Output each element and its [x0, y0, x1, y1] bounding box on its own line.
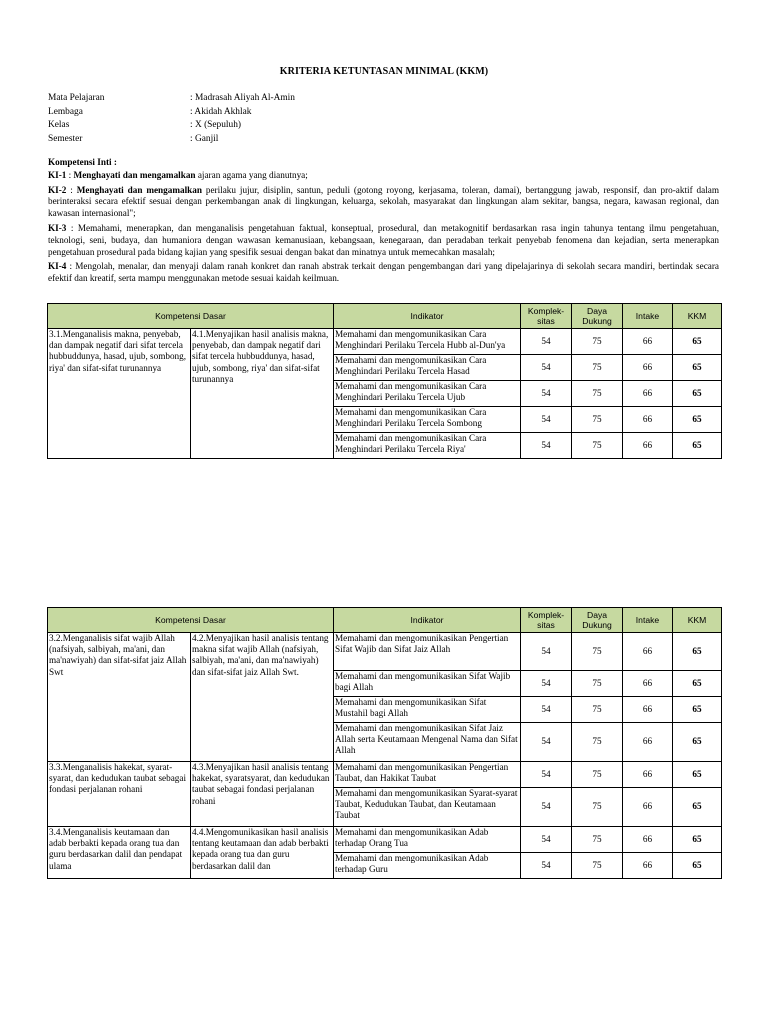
kkm-cell: 65: [673, 407, 722, 433]
indikator-cell: Memahami dan mengomunikasikan Cara Menghindari Perilaku Tercela Riya': [334, 433, 521, 459]
ki-code: KI-1: [48, 169, 67, 180]
ki-code: KI-4: [48, 261, 67, 272]
ki-text: Memahami, menerapkan, dan menganalisis pengetahuan faktual, konseptual, prosedural, dan metakognitif berdasarkan rasa ingin tahunya tentang ilmu pengetahuan, teknologi, seni, budaya, dan humaniora dengan wawasan kemanusiaan, kebangsaan, kenegaraan, dan peradaban terkait penyebab fenomena dan kejadian, serta menerapkan pengetahuan prosedural pada bidang kajian yang spesifik sesuai dengan bakat dan minatnya untuk memecahkan masalah;: [48, 222, 720, 257]
kd-knowledge-cell: 3.1.Menganalisis makna, penyebab, dan dampak negatif dari sifat tercela hubbuddunya, hasad, ujub, sombong, riya' dan sifat-sifat turunannya: [48, 329, 191, 459]
indikator-cell: Memahami dan mengomunikasikan Sifat Jaiz Allah serta Keutamaan Mengenal Nama dan Sifat Allah: [334, 723, 521, 762]
intake-cell: 66: [623, 433, 673, 459]
kkm-cell: 65: [673, 633, 722, 671]
indikator-cell: Memahami dan mengomunikasikan Cara Menghindari Perilaku Tercela Sombong: [334, 407, 521, 433]
ki-sep: :: [66, 169, 74, 180]
indikator-cell: Memahami dan mengomunikasikan Cara Menghindari Perilaku Tercela Hasad: [334, 355, 521, 381]
table-row: [48, 827, 722, 853]
kompleksitas-cell: 54: [521, 827, 572, 853]
kd-skill-cell: 4.1.Menyajikan hasil analisis makna, penyebab, dan dampak negatif dari sifat tercela hubbuddunya, hasad, ujub, sombong, riya' dan sifat-sifat turunannya: [191, 329, 334, 459]
table-row: [48, 329, 722, 355]
intake-cell: 66: [623, 355, 673, 381]
meta-value: : Akidah Akhlak: [190, 106, 252, 117]
header-kompetensi-dasar: Kompetensi Dasar: [48, 304, 334, 329]
table-header-row: [48, 608, 722, 633]
indikator-cell: Memahami dan mengomunikasikan Pengertian Sifat Wajib dan Sifat Jaiz Allah: [334, 633, 521, 671]
ki-text: Mengolah, menalar, dan menyaji dalam ranah konkret dan ranah abstrak terkait dengan pengembangan dari yang dipelajarinya di sekolah secara mandiri, bertindak secara efektif dan kreatif, serta mampu menggunakan metode sesuai kaidah keilmuan.: [48, 261, 719, 284]
ki-bold: Menghayati dan mengamalkan: [73, 169, 196, 180]
table-row: [48, 633, 722, 671]
document-meta: [48, 92, 295, 146]
kompleksitas-cell: 54: [521, 762, 572, 788]
intake-cell: 66: [623, 407, 673, 433]
indikator-cell: Memahami dan mengomunikasikan Syarat-syarat Taubat, Kedudukan Taubat, dan Keutamaan Taubat: [334, 788, 521, 827]
kd-knowledge-cell: 3.4.Menganalisis keutamaan dan adab berbakti kepada orang tua dan guru berdasarkan dalil dan pendapat ulama: [48, 827, 191, 879]
indikator-cell: Memahami dan mengomunikasikan Sifat Wajib bagi Allah: [334, 671, 521, 697]
kkm-cell: 65: [673, 723, 722, 762]
table-header-row: [48, 304, 722, 329]
header-kompetensi-dasar: Kompetensi Dasar: [48, 608, 334, 633]
kompleksitas-cell: 54: [521, 788, 572, 827]
meta-label: Mata Pelajaran: [48, 93, 105, 103]
meta-label: Semester: [48, 133, 83, 144]
ki-heading: Kompetensi Inti :: [48, 157, 117, 167]
kkm-table-2: [47, 607, 722, 879]
intake-cell: 66: [623, 381, 673, 407]
indikator-cell: Memahami dan mengomunikasikan Cara Menghindari Perilaku Tercela Ujub: [334, 381, 521, 407]
header-kkm: KKM: [673, 608, 722, 633]
kompleksitas-cell: 54: [521, 697, 572, 723]
table-row: [48, 762, 722, 788]
header-intake: Intake: [623, 608, 673, 633]
kompleksitas-cell: 54: [521, 633, 572, 671]
meta-row-class: [48, 119, 295, 133]
kompleksitas-cell: 54: [521, 407, 572, 433]
meta-row-semester: [48, 133, 295, 147]
intake-cell: 66: [623, 788, 673, 827]
daya-dukung-cell: 75: [572, 762, 623, 788]
document-title: KRITERIA KETUNTASAN MINIMAL (KKM): [279, 66, 489, 77]
ki-sep: :: [66, 222, 78, 233]
kd-knowledge-cell: 3.2.Menganalisis sifat wajib Allah (nafsiyah, salbiyah, ma'ani, dan ma'nawiyah) dan sifat-sifat jaiz Allah Swt: [48, 633, 191, 762]
ki-1: [48, 170, 719, 182]
kd-knowledge-cell: 3.3.Menganalisis hakekat, syarat-syarat, dan kedudukan taubat sebagai fondasi perjalanan rohani: [48, 762, 191, 827]
kkm-cell: 65: [673, 671, 722, 697]
indikator-cell: Memahami dan mengomunikasikan Sifat Mustahil bagi Allah: [334, 697, 521, 723]
ki-code: KI-3: [48, 222, 67, 233]
intake-cell: 66: [623, 827, 673, 853]
indikator-cell: Memahami dan mengomunikasikan Adab terhadap Orang Tua: [334, 827, 521, 853]
ki-2: [48, 185, 719, 220]
meta-value: : X (Sepuluh): [190, 120, 242, 130]
daya-dukung-cell: 75: [572, 407, 623, 433]
kd-skill-cell: 4.3.Menyajikan hasil analisis tentang hakekat, syaratsyarat, dan kedudukan taubat sebagai fondasi perjalanan rohani: [191, 762, 334, 827]
kkm-cell: 65: [673, 853, 722, 879]
intake-cell: 66: [623, 697, 673, 723]
meta-value: : Ganjil: [190, 133, 219, 144]
header-kompleksitas: Komplek-sitas: [521, 608, 572, 633]
header-kkm: KKM: [673, 304, 722, 329]
daya-dukung-cell: 75: [572, 853, 623, 879]
kkm-cell: 65: [673, 697, 722, 723]
ki-sep: :: [66, 184, 77, 195]
ki-code: KI-2: [48, 184, 67, 195]
kkm-cell: 65: [673, 788, 722, 827]
ki-4: [48, 261, 719, 285]
ki-text: ajaran agama yang dianutnya;: [195, 169, 308, 180]
kompleksitas-cell: 54: [521, 381, 572, 407]
kkm-cell: 65: [673, 329, 722, 355]
meta-value: : Madrasah Aliyah Al-Amin: [190, 93, 295, 103]
meta-label: Lembaga: [48, 106, 83, 117]
kkm-cell: 65: [673, 355, 722, 381]
header-indikator: Indikator: [334, 304, 521, 329]
daya-dukung-cell: 75: [572, 697, 623, 723]
daya-dukung-cell: 75: [572, 671, 623, 697]
daya-dukung-cell: 75: [572, 433, 623, 459]
kompleksitas-cell: 54: [521, 433, 572, 459]
intake-cell: 66: [623, 633, 673, 671]
daya-dukung-cell: 75: [572, 633, 623, 671]
kd-skill-cell: 4.2.Menyajikan hasil analisis tentang makna sifat wajib Allah (nafsiyah, salbiyah, ma'ani, dan ma'nawiyah) dan sifat-sifat jaiz Allah Swt.: [191, 633, 334, 762]
ki-text: perilaku jujur, disiplin, santun, peduli (gotong royong, kerjasama, toleran, damai), bertanggung jawab, responsif, dan pro-aktif dalam berinteraksi secara efektif sesuai dengan perkembangan anak di lingkungan, keluarga, sekolah, masyarakat dan lingkungan alam sekitar, bangsa, negara, kawasan regional, dan kawasan internasional";: [48, 184, 719, 219]
kompleksitas-cell: 54: [521, 671, 572, 697]
core-competencies: [48, 157, 719, 288]
kompleksitas-cell: 54: [521, 355, 572, 381]
meta-row-institution: [48, 106, 295, 120]
kkm-cell: 65: [673, 762, 722, 788]
intake-cell: 66: [623, 723, 673, 762]
kompleksitas-cell: 54: [521, 723, 572, 762]
header-indikator: Indikator: [334, 608, 521, 633]
ki-bold: Menghayati dan mengamalkan: [76, 184, 202, 195]
intake-cell: 66: [623, 329, 673, 355]
header-daya-dukung: Daya Dukung: [572, 608, 623, 633]
daya-dukung-cell: 75: [572, 355, 623, 381]
ki-sep: :: [66, 261, 76, 272]
daya-dukung-cell: 75: [572, 788, 623, 827]
kompleksitas-cell: 54: [521, 329, 572, 355]
daya-dukung-cell: 75: [572, 723, 623, 762]
kkm-cell: 65: [673, 433, 722, 459]
daya-dukung-cell: 75: [572, 827, 623, 853]
ki-3: [48, 223, 719, 258]
intake-cell: 66: [623, 762, 673, 788]
meta-row-subject: [48, 92, 295, 106]
intake-cell: 66: [623, 853, 673, 879]
indikator-cell: Memahami dan mengomunikasikan Pengertian Taubat, dan Hakikat Taubat: [334, 762, 521, 788]
kkm-cell: 65: [673, 827, 722, 853]
indikator-cell: Memahami dan mengomunikasikan Cara Menghindari Perilaku Tercela Hubb al-Dun'ya: [334, 329, 521, 355]
intake-cell: 66: [623, 671, 673, 697]
header-intake: Intake: [623, 304, 673, 329]
indikator-cell: Memahami dan mengomunikasikan Adab terhadap Guru: [334, 853, 521, 879]
daya-dukung-cell: 75: [572, 381, 623, 407]
header-daya-dukung: Daya Dukung: [572, 304, 623, 329]
daya-dukung-cell: 75: [572, 329, 623, 355]
meta-label: Kelas: [48, 120, 70, 130]
kkm-cell: 65: [673, 381, 722, 407]
kompleksitas-cell: 54: [521, 853, 572, 879]
header-kompleksitas: Komplek-sitas: [521, 304, 572, 329]
kkm-table-1: [47, 303, 722, 459]
kd-skill-cell: 4.4.Mengomunikasikan hasil analisis tentang keutamaan dan adab berbakti kepada orang tua dan guru berdasarkan dalil dan: [191, 827, 334, 879]
